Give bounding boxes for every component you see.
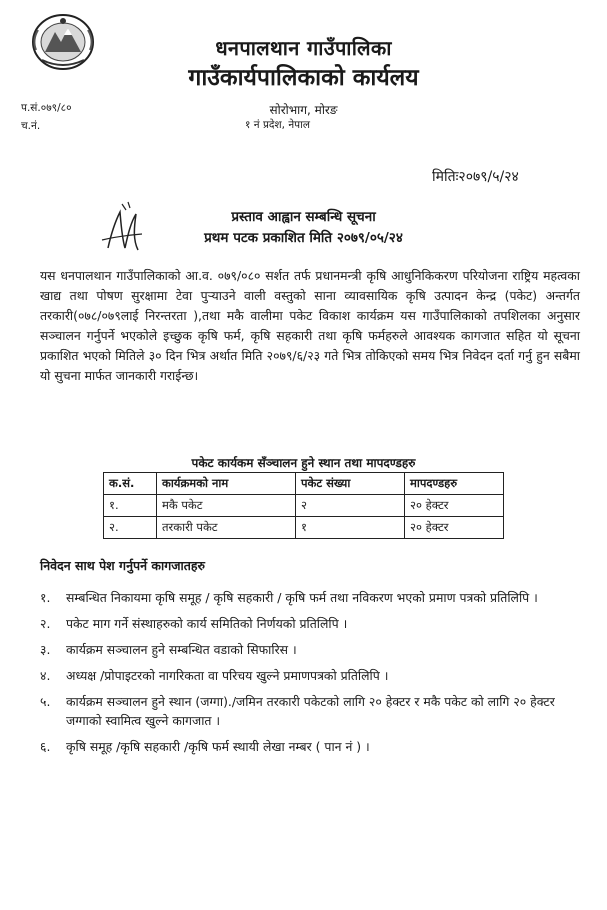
cell-pocket-count: २	[296, 495, 405, 517]
list-item-text: अध्यक्ष /प्रोपाइटरको नागरिकता वा परिचय खुल्ने प्रमाणपत्रको प्रतिलिपि ।	[66, 668, 389, 683]
table-row	[104, 495, 504, 517]
cell-criteria: २० हेक्टर	[405, 495, 504, 517]
list-item-text: कार्यक्रम सञ्चालन हुने सम्बन्धित वडाको सिफारिस ।	[66, 642, 297, 657]
table-row	[104, 517, 504, 539]
notice-date: मितिः२०७९/५/२४	[432, 169, 519, 185]
documents-heading: निवेदन साथ पेश गर्नुपर्ने कागजातहरु	[40, 558, 206, 573]
cell-serial: २.	[104, 517, 157, 539]
list-item-number: ६.	[40, 739, 51, 754]
list-item-text: कार्यक्रम सञ्चालन हुने स्थान (जग्गा)./जमिन तरकारी पकेटको लागि २० हेक्टर र मकै पकेट को लागि २० हेक्टर जग्गाको स्वामित्व खुल्ने कागजात ।	[66, 694, 555, 728]
documents-list	[40, 588, 585, 763]
list-item	[40, 692, 585, 730]
list-item-text: कृषि समूह /कृषि सहकारी /कृषि फर्म स्थायी लेखा नम्बर ( पान नं ) ।	[66, 739, 370, 754]
header-criteria: मापदण्डहरु	[405, 473, 504, 495]
list-item-number: ३.	[40, 642, 51, 657]
notice-title: प्रस्ताव आह्वान सम्बन्धि सूचना	[231, 209, 376, 225]
list-item-number: २.	[40, 616, 51, 631]
office-name: गाउँकार्यपालिकाको कार्यलय	[188, 65, 419, 91]
list-item-number: ४.	[40, 668, 51, 683]
cell-program-name: तरकारी पकेट	[157, 517, 296, 539]
header-pocket-count: पकेट संख्या	[296, 473, 405, 495]
list-item-text: पकेट माग गर्ने संस्थाहरुको कार्य समितिको निर्णयको प्रतिलिपि ।	[66, 616, 348, 631]
list-item	[40, 614, 585, 633]
list-item-text: सम्बन्धित निकायमा कृषि समूह / कृषि सहकारी / कृषि फर्म तथा नविकरण भएको प्रमाण पत्रको प्रतिलिपि ।	[66, 590, 538, 605]
list-item	[40, 666, 585, 685]
header-serial: क.सं.	[104, 473, 157, 495]
reference-number: प.सं.०७९/८०	[21, 102, 72, 114]
cell-criteria: २० हेक्टर	[405, 517, 504, 539]
program-table	[103, 472, 504, 539]
address-line-1: सोरोभाग, मोरङ	[269, 103, 338, 117]
list-item-number: ५.	[40, 694, 51, 709]
cell-program-name: मकै पकेट	[157, 495, 296, 517]
list-item	[40, 640, 585, 659]
cell-serial: १.	[104, 495, 157, 517]
list-item	[40, 588, 585, 607]
notice-body: यस धनपालथान गाउँपालिकाको आ.व. ०७९/०८० सर्शत तर्फ प्रधानमन्त्री कृषि आधुनिकिकरण परियोजना राष्ट्रिय महत्वका खाद्य तथा पोषण सुरक्षामा टेवा पुर्‍याउने वाली वस्तुको साना व्यावसायिक कृषि उत्पादन केन्द्र (पकेट) अन्तर्गत तरकारी(०७८/०७९लाई निरन्तरता ),तथा मकै वालीमा पकेट विकाश कार्यक्रम यस गाउँपालिकाको तपशिलका अनुसार सञ्चालन गर्नुपर्ने भएकोले इच्छुक कृषि फर्म, कृषि सहकारी तथा कृषि फर्महरुले आवश्यक कागजात सहित यो सूचना प्रकाशित भएको मितिले ३० दिन भित्र अर्थात मिति २०७९/६/२३ गते भित्र तोकिएको समय भित्र निवेदन दर्ता गर्नु हुन सबैमा यो सुचना मार्फत जानकारी गराईन्छ।	[40, 268, 580, 383]
address-line-2: १ नं प्रदेश, नेपाल	[245, 119, 310, 131]
cell-pocket-count: १	[296, 517, 405, 539]
list-item	[40, 737, 585, 756]
header-program-name: कार्यक्रमको नाम	[157, 473, 296, 495]
table-header-row	[104, 473, 504, 495]
municipality-name: धनपालथान गाउँपालिका	[215, 36, 392, 60]
dispatch-number: च.नं.	[21, 120, 41, 132]
list-item-number: १.	[40, 590, 51, 605]
notice-subtitle: प्रथम पटक प्रकाशित मिति २०७९/०५/२४	[204, 230, 403, 246]
table-caption: पकेट कार्यकम सँञ्चालन हुने स्थान तथा मापदण्डहरु	[191, 456, 416, 470]
